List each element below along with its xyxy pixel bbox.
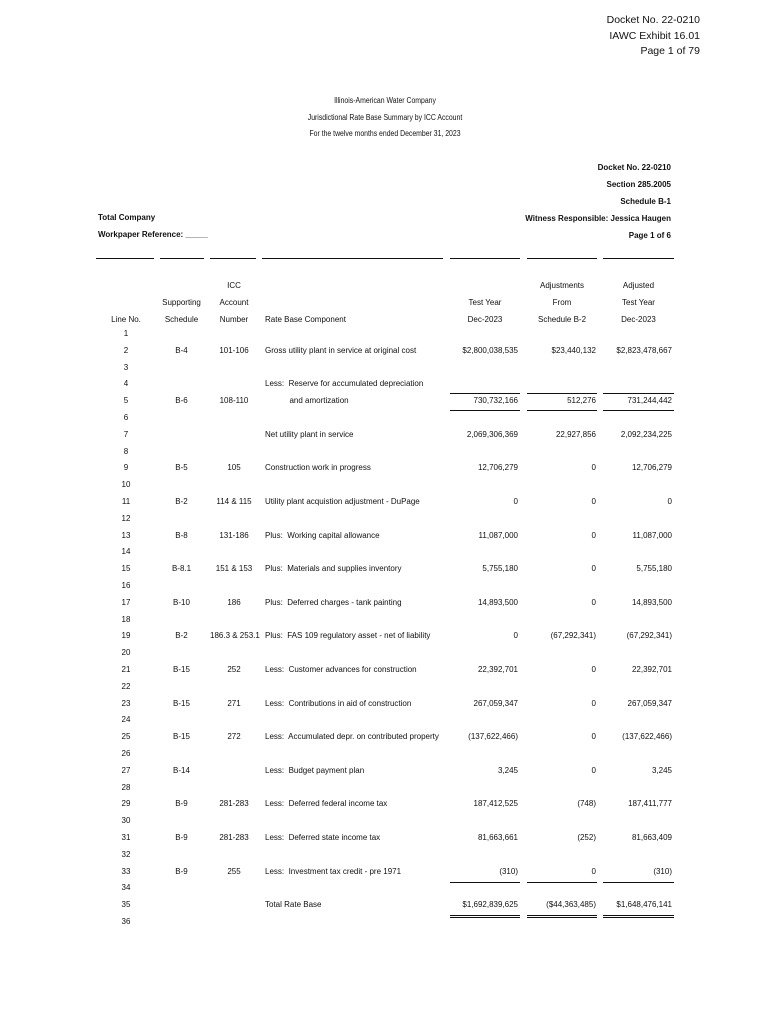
supporting-schedule-cell: B-9 bbox=[175, 799, 188, 809]
subtotal-underline bbox=[527, 393, 597, 394]
line-number: 24 bbox=[121, 715, 131, 725]
adjusted-test-year-value: 5,755,180 bbox=[636, 564, 672, 574]
rate-base-component-cell: Less: Deferred state income tax bbox=[265, 833, 381, 842]
supporting-schedule-cell: B-8.1 bbox=[171, 564, 192, 574]
adjustment-value: (252) bbox=[577, 833, 596, 842]
line-number: 30 bbox=[121, 816, 131, 826]
test-year-value: $2,800,038,535 bbox=[462, 345, 518, 355]
icc-account-cell: 281-283 bbox=[219, 799, 249, 809]
line-number: 10 bbox=[121, 480, 131, 490]
rate-base-component-cell: Plus: Deferred charges - tank painting bbox=[265, 597, 402, 607]
schedule-id: Schedule B-1 bbox=[620, 197, 671, 206]
line-number: 31 bbox=[121, 833, 131, 842]
supporting-schedule-cell: B-15 bbox=[173, 732, 190, 742]
rate-base-component-cell: Less: Deferred federal income tax bbox=[265, 799, 388, 809]
adjustment-value: 0 bbox=[591, 530, 596, 540]
total-double-underline bbox=[603, 915, 674, 918]
adjusted-test-year-value: 22,392,701 bbox=[631, 665, 672, 674]
adjustment-value: 0 bbox=[591, 698, 596, 708]
report-title bbox=[54, 93, 716, 143]
schedule-section: Section 285.2005 bbox=[606, 180, 671, 189]
supporting-schedule-cell: B-9 bbox=[175, 866, 188, 876]
company-scope: Total Company bbox=[98, 213, 156, 222]
subtotal-underline bbox=[527, 410, 597, 411]
supporting-schedule-cell: B-15 bbox=[173, 665, 190, 674]
rate-base-component-cell: Less: Reserve for accumulated depreciation bbox=[265, 379, 424, 389]
column-rule bbox=[160, 258, 204, 259]
supporting-schedule-cell: B-6 bbox=[175, 396, 188, 406]
rate-base-component-cell: Utility plant acquistion adjustment - DuPage bbox=[265, 497, 420, 506]
rate-base-component-cell: Less: Contributions in aid of construction bbox=[265, 698, 412, 708]
column-rule bbox=[96, 258, 154, 259]
icc-account-cell: 272 bbox=[227, 732, 241, 742]
adjustment-value: 0 bbox=[591, 597, 596, 607]
line-number: 20 bbox=[121, 648, 131, 658]
page-number: Page 1 of 79 bbox=[640, 45, 700, 57]
total-double-underline bbox=[450, 915, 520, 918]
header-rate-base-component: Rate Base Component bbox=[265, 315, 346, 324]
total-double-underline bbox=[527, 915, 597, 918]
subtotal-underline bbox=[450, 393, 520, 394]
line-number: 35 bbox=[121, 900, 131, 910]
rate-base-component-cell: Gross utility plant in service at original cost bbox=[265, 345, 417, 355]
test-year-value: 22,392,701 bbox=[477, 665, 518, 674]
supporting-schedule-cell: B-15 bbox=[173, 698, 190, 708]
test-year-value: 14,893,500 bbox=[477, 597, 518, 607]
icc-account-cell: 105 bbox=[227, 463, 241, 473]
icc-account-cell: 131-186 bbox=[219, 530, 249, 540]
icc-account-cell: 186.3 & 253.1 bbox=[210, 631, 260, 641]
adjustment-value: 22,927,856 bbox=[555, 429, 596, 439]
line-number: 17 bbox=[121, 597, 131, 607]
adjusted-test-year-value: 267,059,347 bbox=[627, 698, 672, 708]
workpaper-reference: Workpaper Reference: _____ bbox=[98, 230, 208, 239]
rate-base-component-cell: Less: Customer advances for construction bbox=[265, 665, 417, 674]
line-number: 19 bbox=[121, 631, 131, 641]
adjustment-value: 0 bbox=[591, 866, 596, 876]
adjusted-test-year-value: 187,411,777 bbox=[628, 799, 672, 809]
header-icc-account: ICC Account Number bbox=[219, 281, 249, 324]
line-number: 12 bbox=[121, 513, 131, 523]
adjustment-value: 0 bbox=[591, 564, 596, 574]
header-line-no: Line No. bbox=[111, 315, 141, 324]
witness: Witness Responsible: Jessica Haugen bbox=[525, 214, 671, 223]
test-year-value: 81,663,661 bbox=[477, 833, 518, 842]
line-number: 4 bbox=[123, 379, 129, 389]
rate-base-component-cell: Net utility plant in service bbox=[265, 429, 354, 439]
column-rule bbox=[210, 258, 256, 259]
total-underline bbox=[450, 882, 520, 883]
test-year-value: 730,732,166 bbox=[473, 396, 518, 406]
icc-account-cell: 151 & 153 bbox=[215, 564, 253, 574]
test-year-value: 267,059,347 bbox=[473, 698, 518, 708]
line-number: 8 bbox=[123, 446, 129, 456]
line-number: 21 bbox=[121, 665, 131, 674]
adjusted-test-year-value: 2,092,234,225 bbox=[620, 429, 672, 439]
rate-base-component-cell: Less: Budget payment plan bbox=[265, 765, 365, 775]
test-year-value: 187,412,525 bbox=[473, 799, 518, 809]
adjusted-test-year-value: 11,087,000 bbox=[632, 530, 672, 540]
test-year-value: 2,069,306,369 bbox=[466, 429, 518, 439]
line-number: 13 bbox=[121, 530, 131, 540]
rate-base-component-cell: Less: Accumulated depr. on contributed property bbox=[265, 732, 439, 742]
line-number: 26 bbox=[121, 749, 131, 758]
schedule-docket: Docket No. 22-0210 bbox=[597, 163, 671, 172]
line-number: 5 bbox=[123, 396, 129, 406]
supporting-schedule-cell: B-2 bbox=[175, 631, 188, 641]
column-rule bbox=[527, 258, 597, 259]
adjusted-test-year-value: 14,893,500 bbox=[631, 597, 672, 607]
supporting-schedule-cell: B-14 bbox=[173, 765, 190, 775]
adjustment-value: 0 bbox=[591, 497, 596, 506]
line-number: 32 bbox=[121, 849, 131, 859]
line-number: 34 bbox=[121, 883, 131, 893]
line-number: 14 bbox=[121, 547, 131, 557]
subtotal-underline bbox=[450, 410, 520, 411]
rate-base-component-cell: Plus: Working capital allowance bbox=[265, 530, 380, 540]
line-number: 27 bbox=[121, 765, 131, 775]
header-supporting-schedule: Supporting Schedule bbox=[162, 298, 201, 324]
icc-account-cell: 252 bbox=[227, 665, 241, 674]
company-info bbox=[98, 209, 208, 243]
icc-account-cell: 101-106 bbox=[219, 345, 249, 355]
header-adjustments: Adjustments From Schedule B-2 bbox=[537, 281, 587, 324]
line-number: 33 bbox=[121, 866, 131, 876]
line-number: 1 bbox=[123, 329, 129, 338]
line-number: 3 bbox=[123, 362, 129, 372]
adjustment-value: $23,440,132 bbox=[551, 345, 596, 355]
test-year-value: 0 bbox=[513, 497, 518, 506]
adjusted-test-year-value: (67,292,341) bbox=[626, 631, 672, 641]
company-name: Illinois-American Water Company bbox=[334, 96, 436, 105]
adjusted-test-year-value: 0 bbox=[667, 497, 672, 506]
rate-base-component-cell: Plus: Materials and supplies inventory bbox=[265, 564, 402, 574]
supporting-schedule-cell: B-8 bbox=[175, 530, 188, 540]
rate-base-component-cell: Total Rate Base bbox=[265, 900, 322, 910]
icc-account-cell: 114 & 115 bbox=[216, 497, 252, 506]
rate-base-component-cell: Construction work in progress bbox=[265, 463, 371, 473]
test-year-value: $1,692,839,625 bbox=[462, 900, 518, 910]
icc-account-cell: 271 bbox=[227, 698, 241, 708]
column-rule bbox=[262, 258, 443, 259]
supporting-schedule-cell: B-5 bbox=[175, 463, 188, 473]
test-year-value: 12,706,279 bbox=[477, 463, 518, 473]
line-number: 6 bbox=[123, 413, 129, 422]
total-underline bbox=[527, 882, 597, 883]
line-number: 15 bbox=[121, 564, 131, 574]
adjustment-value: 0 bbox=[591, 463, 596, 473]
icc-account-cell: 186 bbox=[227, 597, 241, 607]
rate-base-component-cell: Less: Investment tax credit - pre 1971 bbox=[265, 866, 402, 876]
line-number: 2 bbox=[123, 345, 129, 355]
exhibit-number: IAWC Exhibit 16.01 bbox=[609, 29, 700, 42]
adjustment-value: 0 bbox=[591, 665, 596, 674]
adjustment-value: (67,292,341) bbox=[550, 631, 596, 641]
supporting-schedule-cell: B-9 bbox=[175, 833, 188, 842]
report-period: For the twelve months ended December 31, 2023 bbox=[309, 129, 461, 138]
subtotal-underline bbox=[603, 410, 674, 411]
test-year-value: 11,087,000 bbox=[478, 530, 518, 540]
adjustment-value: ($44,363,485) bbox=[546, 900, 596, 910]
docket-number: Docket No. 22-0210 bbox=[606, 14, 700, 26]
header-adjusted-test-year: Adjusted Test Year Dec-2023 bbox=[621, 281, 656, 324]
test-year-value: 3,245 bbox=[497, 765, 518, 775]
header-test-year: Test Year Dec-2023 bbox=[467, 298, 503, 324]
line-number: 16 bbox=[121, 581, 131, 590]
line-number: 36 bbox=[121, 917, 131, 926]
rate-base-component-cell: Plus: FAS 109 regulatory asset - net of liability bbox=[265, 631, 431, 641]
adjusted-test-year-value: (137,622,466) bbox=[622, 732, 672, 742]
adjusted-test-year-value: $1,648,476,141 bbox=[616, 900, 672, 910]
schedule-page: Page 1 of 6 bbox=[628, 231, 671, 240]
adjusted-test-year-value: 81,663,409 bbox=[631, 833, 672, 842]
adjusted-test-year-value: 12,706,279 bbox=[631, 463, 672, 473]
adjustment-value: 0 bbox=[591, 765, 596, 775]
line-number: 28 bbox=[121, 782, 131, 792]
line-number: 29 bbox=[121, 799, 131, 809]
test-year-value: 0 bbox=[513, 631, 518, 641]
icc-account-cell: 108-110 bbox=[219, 396, 249, 406]
docket-header bbox=[607, 13, 700, 60]
line-number: 22 bbox=[121, 681, 131, 691]
line-number: 23 bbox=[121, 698, 131, 708]
adjustment-value: 0 bbox=[591, 732, 596, 742]
total-underline bbox=[603, 882, 674, 883]
supporting-schedule-cell: B-4 bbox=[175, 345, 188, 355]
column-rule bbox=[603, 258, 674, 259]
icc-account-cell: 281-283 bbox=[219, 833, 249, 842]
icc-account-cell: 255 bbox=[227, 866, 241, 876]
adjusted-test-year-value: 731,244,442 bbox=[627, 396, 672, 406]
adjustment-value: 512,276 bbox=[567, 396, 596, 406]
schedule-info bbox=[525, 159, 671, 244]
line-number: 18 bbox=[121, 614, 131, 624]
test-year-value: 5,755,180 bbox=[482, 564, 518, 574]
line-number: 7 bbox=[123, 429, 129, 439]
report-name: Jurisdictional Rate Base Summary by ICC Account bbox=[307, 112, 463, 122]
line-number: 25 bbox=[121, 732, 131, 742]
adjustment-value: (748) bbox=[577, 799, 596, 809]
adjusted-test-year-value: (310) bbox=[653, 866, 672, 876]
test-year-value: (137,622,466) bbox=[468, 732, 518, 742]
supporting-schedule-cell: B-2 bbox=[175, 497, 188, 506]
adjusted-test-year-value: $2,823,478,667 bbox=[616, 345, 672, 355]
adjusted-test-year-value: 3,245 bbox=[651, 765, 672, 775]
line-number: 11 bbox=[121, 497, 131, 506]
subtotal-underline bbox=[603, 393, 674, 394]
line-number: 9 bbox=[123, 463, 129, 473]
test-year-value: (310) bbox=[499, 866, 518, 876]
supporting-schedule-cell: B-10 bbox=[173, 597, 190, 607]
column-rule bbox=[450, 258, 520, 259]
rate-base-component-cell: and amortization bbox=[265, 396, 349, 406]
